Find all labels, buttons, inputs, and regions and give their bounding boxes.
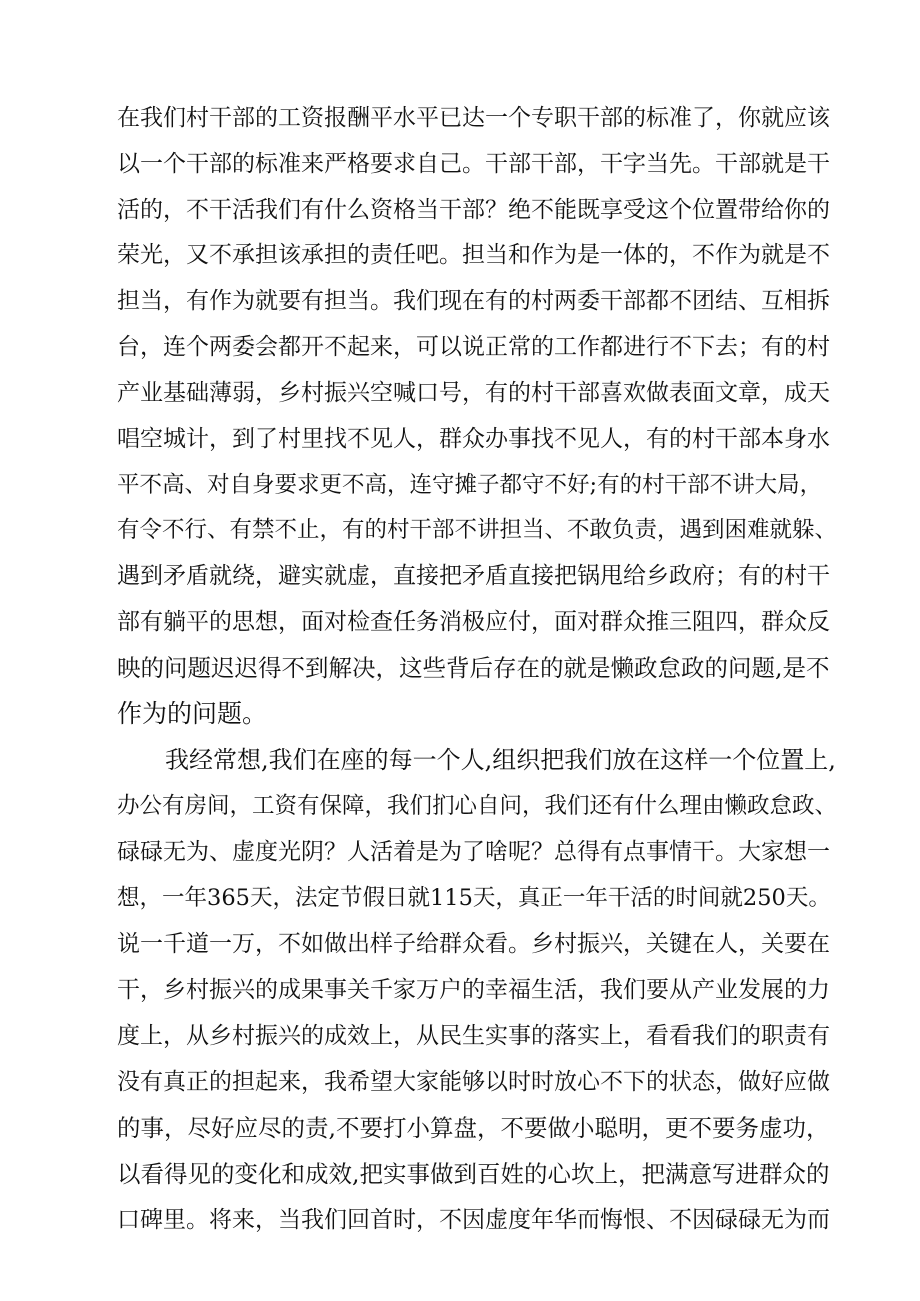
text-line: 作为的问题。 (117, 699, 268, 728)
text-line: 以看得见的变化和成效,把实事做到百姓的心坎上，把满意写进群众的 (117, 1160, 830, 1188)
text-line: 担当，有作为就要有担当。我们现在有的村两委干部都不团结、互相拆 (117, 288, 830, 314)
text-line: 以一个干部的标准来严格要求自己。干部干部，干字当先。干部就是干 (117, 151, 830, 177)
text-line: 部有躺平的思想，面对检查任务消极应付，面对群众推三阻四，群众反 (117, 609, 830, 635)
text-line: 活的，不干活我们有什么资格当干部？绝不能既享受这个位置带给你的 (117, 197, 830, 223)
text-line: 台，连个两委会都开不起来，可以说正常的工作都进行不下去；有的村 (117, 334, 830, 360)
text-line: 想，一年365天，法定节假日就115天，真正一年干活的时间就250天。 (117, 885, 831, 911)
text-line: 平不高、对自身要求更不高，连守摊子都守不好;有的村干部不讲大局， (117, 472, 823, 498)
text-line: 唱空城计，到了村里找不见人，群众办事找不见人，有的村干部本身水 (117, 426, 830, 452)
text-line: 荣光，又不承担该承担的责任吧。担当和作为是一体的，不作为就是不 (117, 242, 830, 268)
text-line: 在我们村干部的工资报酬平水平已达一个专职干部的标准了，你就应该 (117, 105, 830, 131)
text-line: 遇到矛盾就绕，避实就虚，直接把矛盾直接把锅甩给乡政府；有的村干 (117, 563, 830, 589)
paragraph-first-line: 我经常想,我们在座的每一个人,组织把我们放在这样一个位置上, (165, 746, 836, 774)
text-line: 有令不行、有禁不止，有的村干部不讲担当、不敢负责，遇到困难就躲、 (117, 517, 838, 543)
text-line: 没有真正的担起来，我希望大家能够以时时放心不下的状态，做好应做 (117, 1069, 830, 1095)
text-line: 映的问题迟迟得不到解决，这些背后存在的就是懒政怠政的问题,是不 (117, 654, 830, 682)
text-line: 办公有房间，工资有保障，我们扪心自问，我们还有什么理由懒政怠政、 (117, 793, 838, 819)
text-line: 度上，从乡村振兴的成效上，从民生实事的落实上，看看我们的职责有 (117, 1023, 830, 1049)
text-line: 干，乡村振兴的成果事关千家万户的幸福生活，我们要从产业发展的力 (117, 977, 830, 1003)
text-line: 碌碌无为、虚度光阴？人活着是为了啥呢？总得有点事情干。大家想一 (117, 839, 830, 865)
text-line: 口碑里。将来，当我们回首时，不因虚度年华而悔恨、不因碌碌无为而 (117, 1207, 830, 1233)
text-line: 说一千道一万，不如做出样子给群众看。乡村振兴，关键在人，关要在 (117, 931, 830, 957)
text-line: 的事，尽好应尽的责,不要打小算盘，不要做小聪明，更不要务虚功， (117, 1114, 830, 1142)
text-line: 产业基础薄弱，乡村振兴空喊口号，有的村干部喜欢做表面文章，成天 (117, 380, 830, 406)
